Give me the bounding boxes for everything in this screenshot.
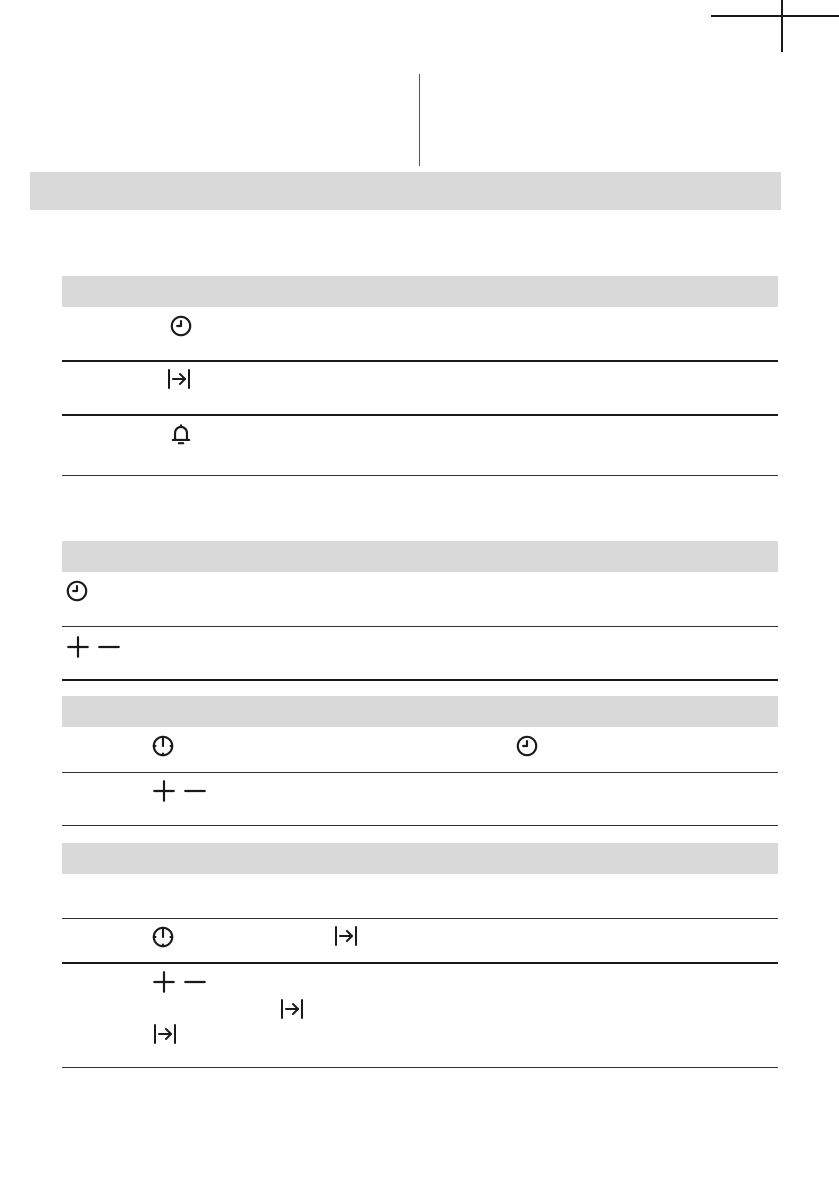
table-4-row-divider <box>62 962 778 964</box>
table-1-row-divider <box>62 414 778 416</box>
table-1-bottom-rule <box>62 475 778 476</box>
table-2-bottom-rule <box>62 679 778 681</box>
minus-icon <box>182 969 208 995</box>
table-4-bottom-rule <box>62 1067 778 1068</box>
table-1-row-divider <box>62 360 778 362</box>
table-4-row-divider <box>62 918 778 919</box>
minus-icon <box>96 634 122 660</box>
end-arrow-icon <box>333 923 359 949</box>
clock-icon <box>64 578 90 604</box>
plus-icon <box>151 969 177 995</box>
end-arrow-icon <box>279 996 305 1022</box>
table-4-header <box>62 843 778 874</box>
table-2-row-divider <box>62 626 778 627</box>
end-arrow-icon <box>152 1021 178 1047</box>
section-header-band <box>30 172 781 210</box>
plus-icon <box>151 778 177 804</box>
crop-mark-horizontal <box>711 15 839 17</box>
crop-mark-vertical <box>781 0 783 52</box>
table-3-header <box>62 696 778 727</box>
timer-icon <box>150 733 176 759</box>
clock-icon <box>514 733 540 759</box>
bell-icon <box>168 421 194 447</box>
clock-icon <box>168 313 194 339</box>
table-2-header <box>62 541 778 572</box>
table-3-row-divider <box>62 772 778 773</box>
minus-icon <box>182 778 208 804</box>
timer-icon <box>150 924 176 950</box>
table-1-header <box>62 276 778 307</box>
table-3-bottom-rule <box>62 825 778 826</box>
plus-icon <box>65 634 91 660</box>
page-divider <box>419 74 420 166</box>
end-arrow-icon <box>166 366 192 392</box>
